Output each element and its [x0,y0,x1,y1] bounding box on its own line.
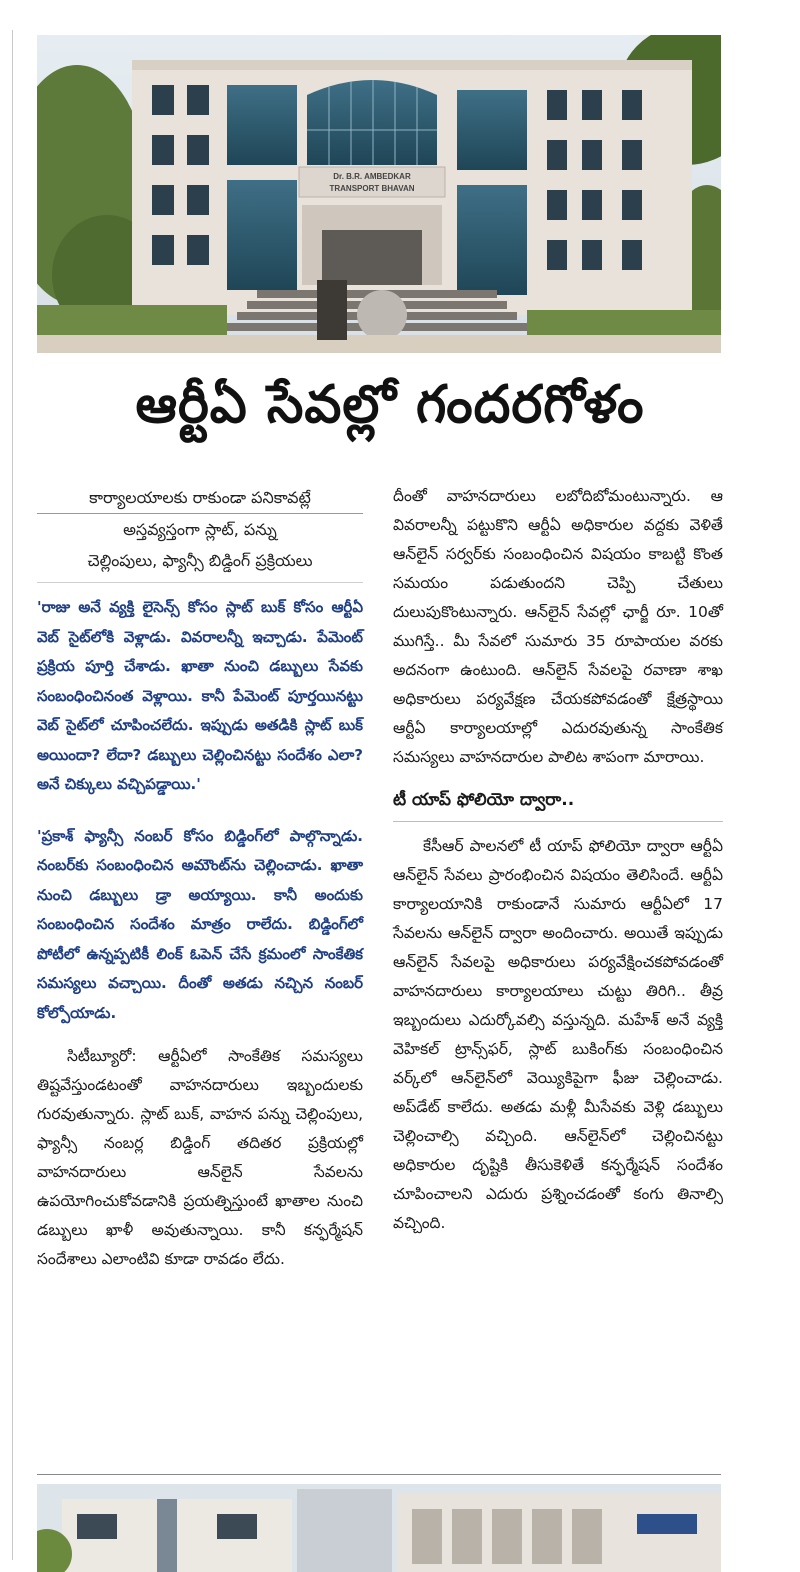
bottom-building-photo [37,1484,721,1572]
quote-prakash: 'ప్రకాశ్ ఫ్యాన్సీ నంబర్ కోసం బిడ్డింగ్‌లో పాల్గొన్నాడు. నంబర్‌కు సంబంధించిన అమౌంట్‌ను చెల్లించాడు. ఖాతా నుంచి డబ్బులు డ్రా అయ్యాయి. కానీ అందుకు సంబంధించిన సందేశం మాత్రం రాలేదు. బిడ్డింగ్‌లో పోటీలో ఉన్నప్పటికీ లింక్ ఓపెన్ చేసే క్రమంలో సాంకేతిక సమస్యలు వచ్చాయి. దీంతో అతడు నచ్చిన నంబర్ కోల్పోయాడు. [37,826,363,1022]
section-subhead: టీ యాప్ ఫోలియో ద్వారా.. [393,786,723,822]
page-margin-rule [12,30,13,1560]
right-body-text-2: కేసీఆర్ పాలనలో టీ యాప్ ఫోలియో ద్వారా ఆర్టీఏ ఆన్‌లైన్ సేవలు ప్రారంభించిన విషయం తెలిసిందే. ఆర్టీఏ కార్యాలయానికి రాకుండానే సుమారు ఆర్టీఏలో 17 సేవలను ఆన్‌లైన్ ద్వారా అందించారు. అయితే ఇప్పుడు ఆన్‌లైన్ సేవలపై అధికారులు పర్యవేక్షించకపోవడంతో వాహనదారులు కార్యాలయాలు చుట్టు తిరిగి.. తీవ్ర ఇబ్బందులు ఎదుర్కోవల్సి వస్తున్నది. మహేశ్ అనే వ్యక్తి వెహికల్ ట్రాన్స్‌ఫర్, స్లాట్ బుకింగ్‌కు సంబంధించిన వర్క్‌లో ఆన్‌లైన్‌లో వెయ్యికిపైగా ఫీజు చెల్లించాడు. అప్‌డేట్ కాలేదు. అతడు మళ్లీ మీసేవకు వెళ్లి డబ్బులు చెల్లించాల్సి వచ్చింది. ఆన్‌లైన్‌లో చెల్లించినట్టు అధికారుల దృష్టికి తీసుకెళితే కన్ఫర్మేషన్ సందేశం చూపించాలని ఎదురు ప్రశ్నించడంతో కంగు తినాల్సి వచ్చింది. [393,837,723,1232]
right-column [393,482,723,1238]
left-column [37,482,363,1274]
bottom-divider [37,1474,721,1475]
subdeck-line2: అస్తవ్యస్తంగా స్లాట్, పన్ను [123,520,277,539]
page-headline: ఆర్టీఏ సేవల్లో గందరగోళం [135,375,645,435]
right-body-text-1: దీంతో వాహనదారులు లబోదిబోమంటున్నారు. ఆ వివరాలన్నీ పట్టుకొని ఆర్టీఏ అధికారుల వద్దకు వెళితే ఆన్‌లైన్ సర్వర్‌కు సంబంధించిన విషయం కాబట్టి కొంత సమయం పడుతుందని చెప్పి చేతులు దులుపుకొంటున్నారు. ఆన్‌లైన్ సేవల్లో ఛార్జీ రూ. 10తో ముగిస్తే.. మీ సేవలో సుమారు 35 రూపాయల వరకు అదనంగా ఉంటుంది. ఆన్‌లైన్ సేవలపై రవాణా శాఖ అధికారులు పర్యవేక్షణ చేయకపోవడంతో క్షేత్రస్థాయి ఆర్టీఏ కార్యాలయాల్లో ఎదురవుతున్న సాంకేతిక సమస్యలు వాహనదారుల పాలిట శాపంగా మారాయి. [393,487,723,766]
subdeck-line1: కార్యాలయాలకు రాకుండా పనికావట్లే [37,482,363,514]
transport-bhavan-photo [37,35,721,353]
building-sign-line2: TRANSPORT BHAVAN [329,184,415,193]
quote-raju: 'రాజు అనే వ్యక్తి లైసెన్స్ కోసం స్లాట్ బుక్ కోసం ఆర్టీఏ వెబ్ సైట్‌లోకి వెళ్లాడు. వివరాలన్నీ ఇచ్చాడు. పేమెంట్ ప్రక్రియ పూర్తి చేశాడు. ఖాతా నుంచి డబ్బులు సేవకు సంబంధించినంత వెళ్లాయి. కానీ పేమెంట్ పూర్తయినట్టు వెబ్ సైట్‌లో చూపించలేదు. ఇప్పుడు అతడికి స్లాట్ బుక్ అయిందా? లేదా? డబ్బులు చెల్లించినట్టు సందేశం ఎలా? అనే చిక్కులు వచ్చిపడ్డాయి.' [37,598,363,793]
subdeck-line3: చెల్లింపులు, ఫ్యాన్సీ బిడ్డింగ్ ప్రక్రియలు [87,551,313,570]
left-body-text: సిటీబ్యూరో: ఆర్టీఏలో సాంకేతిక సమస్యలు తిష్టవేస్తుండటంతో వాహనదారులు ఇబ్బందులకు గురవుతున్నారు. స్లాట్ బుక్, వాహన పన్ను చెల్లింపులు, ఫ్యాన్సీ నంబర్ల బిడ్డింగ్ తదితర ప్రక్రియల్లో వాహనదారులు ఆన్‌లైన్ సేవలను ఉపయోగించుకోవడానికి ప్రయత్నిస్తుంటే ఖాతాల నుంచి డబ్బులు ఖాళీ అవుతున్నాయి. కానీ కన్ఫర్మేషన్ సందేశాలు ఎలాంటివి కూడా రావడం లేదు. [37,1047,363,1268]
building-sign-line1: Dr. B.R. AMBEDKAR [333,172,411,181]
subdeck [37,482,363,583]
